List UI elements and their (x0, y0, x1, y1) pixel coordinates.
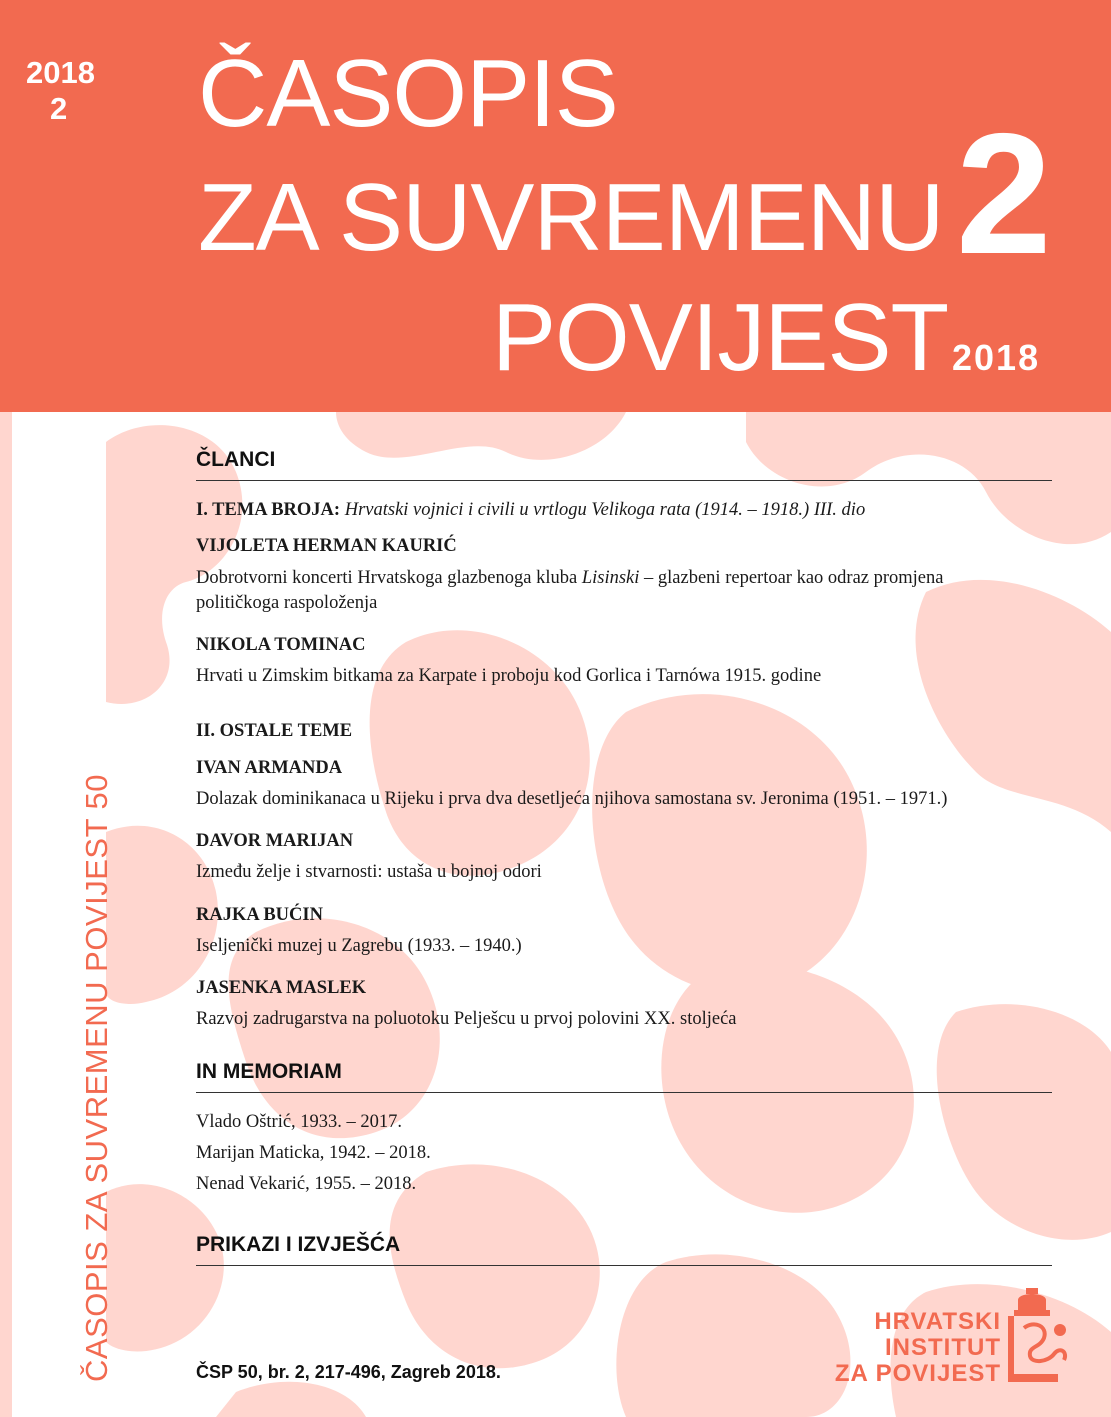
journal-title-line2: ZA SUVREMENU (198, 164, 944, 271)
issue-year: 2018 (952, 337, 1041, 378)
article-title: Hrvati u Zimskim bitkama za Karpate i proboju kod Gorlica i Tarnówa 1915. godine (196, 666, 822, 686)
article-author: JASENKA MASLEK (196, 978, 367, 998)
publisher-name-line2: INSTITUT (885, 1334, 1001, 1361)
article-author: VIJOLETA HERMAN KAURIĆ (196, 536, 457, 556)
journal-title-line1: ČASOPIS (198, 40, 618, 147)
memoriam-entry: Marijan Maticka, 1942. – 2018. (196, 1143, 431, 1163)
section-heading-clanci: ČLANCI (196, 448, 1052, 481)
article-author: IVAN ARMANDA (196, 758, 343, 778)
theme-one-title: Hrvatski vojnici i civili u vrtlogu Velikoga rata (1914. – 1918.) III. dio (344, 500, 866, 520)
publisher-name-line1: HRVATSKI (874, 1308, 1001, 1335)
article-title: Dolazak dominikanaca u Rijeku i prva dva desetljeća njihova samostana sv. Jeronima (1951. – 1971.) (196, 789, 948, 809)
article-title: Između želje i stvarnosti: ustaša u bojnoj odori (196, 862, 542, 882)
article-author: NIKOLA TOMINAC (196, 635, 366, 655)
left-strip-pattern (0, 412, 12, 1417)
corner-issue-number: 2 (50, 91, 68, 126)
institute-emblem-icon (1004, 1288, 1076, 1384)
journal-title-line3: POVIJEST (492, 284, 949, 391)
article-title-continued: političkoga raspoloženja (196, 593, 378, 613)
theme-two-label: II. OSTALE TEME (196, 721, 353, 741)
publisher-name-line3: ZA POVIJEST (834, 1360, 1001, 1387)
article-author: RAJKA BUĆIN (196, 905, 323, 925)
section-heading-in-memoriam: IN MEMORIAM (196, 1060, 1052, 1093)
theme-one-label: I. TEMA BROJA: (196, 500, 341, 520)
article-title: Razvoj zadrugarstva na poluotoku Pelješcu u prvoj polovini XX. stoljeća (196, 1009, 737, 1029)
article-title-part: Dobrotvorni koncerti Hrvatskoga glazbenoga kluba (196, 568, 582, 588)
article-title: Iseljenički muzej u Zagrebu (1933. – 1940.) (196, 936, 522, 956)
corner-year: 2018 (26, 55, 95, 90)
article-title-part: – glazbeni repertoar kao odraz promjena (639, 568, 944, 588)
spine-title: ČASOPIS ZA SUVREMENU POVIJEST 50 (79, 773, 114, 1382)
memoriam-entry: Nenad Vekarić, 1955. – 2018. (196, 1174, 417, 1194)
article-title-italic: Lisinski (581, 568, 640, 588)
theme-one-line (196, 498, 1056, 522)
memoriam-entry: Vlado Oštrić, 1933. – 2017. (196, 1112, 403, 1132)
article-title (196, 566, 1056, 590)
citation: ČSP 50, br. 2, 217-496, Zagreb 2018. (196, 1362, 501, 1382)
article-author: DAVOR MARIJAN (196, 831, 354, 851)
issue-number: 2 (956, 98, 1052, 290)
section-heading-prikazi: PRIKAZI I IZVJEŠĆA (196, 1233, 1052, 1266)
